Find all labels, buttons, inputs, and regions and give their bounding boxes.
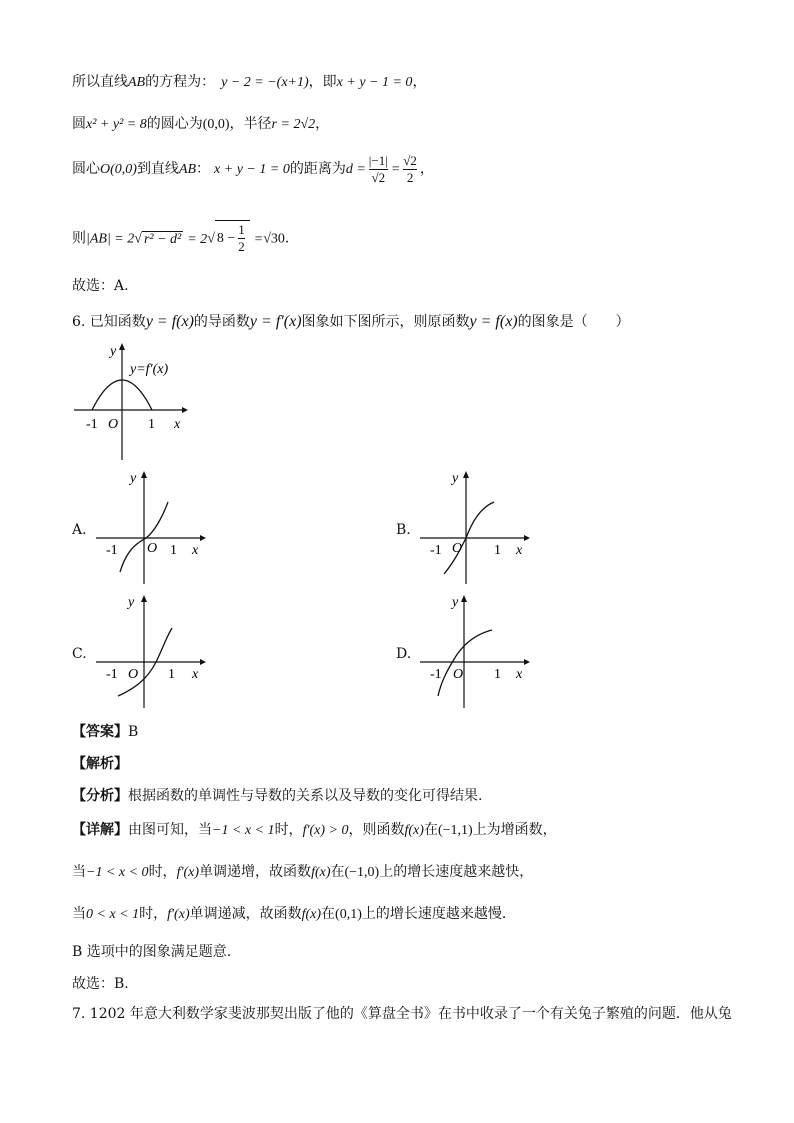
text: 的圆心为 bbox=[146, 116, 203, 132]
text: ， bbox=[412, 74, 427, 90]
center-point: (0,0) bbox=[202, 117, 230, 132]
text: 当 bbox=[72, 906, 86, 922]
y-arrow bbox=[463, 471, 469, 478]
text: 时， bbox=[139, 906, 168, 922]
text: 所以直线 bbox=[72, 74, 128, 90]
interval: (0,1) bbox=[335, 907, 362, 922]
circle-equation: x² + y² = 8 bbox=[86, 117, 147, 132]
x-arrow bbox=[524, 535, 530, 541]
text: ， bbox=[315, 116, 330, 132]
detail-line-1 bbox=[72, 820, 557, 841]
text: 圆心 bbox=[72, 161, 100, 177]
question-7: 7. 1202 年意大利数学家斐波那契出版了他的《算盘全书》在书中收录了一个有关兔子繁殖的问题．他从兔 bbox=[72, 1006, 732, 1022]
detail-line-3 bbox=[72, 904, 506, 925]
origin-label: O bbox=[128, 667, 139, 682]
conclusion: B 选项中的图象满足题意. bbox=[72, 944, 232, 960]
denominator: 2 bbox=[403, 169, 417, 186]
y-arrow bbox=[141, 471, 147, 478]
option-d-graph[interactable] bbox=[416, 590, 532, 710]
origin-label: O bbox=[453, 667, 464, 682]
derivative-condition: f′(x) > 0 bbox=[302, 823, 349, 838]
tick-one: 1 bbox=[494, 543, 501, 558]
x-label: x bbox=[516, 543, 523, 558]
origin-label: O bbox=[108, 417, 119, 432]
text: 在 bbox=[330, 864, 345, 880]
solution-line-3 bbox=[72, 152, 434, 187]
fraction-half bbox=[238, 222, 245, 255]
condition: −1 < x < 0 bbox=[86, 865, 149, 880]
text: 到直线 bbox=[136, 161, 179, 177]
text: 上为增函数， bbox=[472, 822, 557, 838]
point-o: O(0,0) bbox=[100, 162, 137, 177]
numerator: 1 bbox=[238, 222, 245, 238]
detail-tag: 【详解】 bbox=[72, 822, 128, 838]
text: ，即 bbox=[308, 74, 337, 90]
y-arrow bbox=[119, 343, 125, 350]
fraction-2 bbox=[403, 153, 417, 186]
tick-one: 1 bbox=[148, 417, 155, 432]
question-6 bbox=[72, 311, 630, 333]
origin-label: O bbox=[147, 541, 158, 556]
tick-neg-one: -1 bbox=[86, 417, 98, 432]
function: f(x) bbox=[311, 865, 331, 880]
function: y = f(x) bbox=[469, 313, 518, 330]
analysis-summary bbox=[72, 786, 482, 806]
x-label: x bbox=[516, 667, 523, 682]
curve-label: y=f′(x) bbox=[130, 362, 169, 377]
equation: y − 2 = −(x+1) bbox=[221, 75, 309, 90]
equation: x + y − 1 = 0 bbox=[336, 75, 413, 90]
derivative: f′(x) bbox=[167, 907, 190, 922]
text: 单调递减，故函数 bbox=[189, 906, 302, 922]
tick-neg-one: -1 bbox=[106, 543, 118, 558]
numerator: |−1| bbox=[368, 152, 388, 168]
function: f(x) bbox=[404, 823, 424, 838]
radius: r = 2√2 bbox=[271, 117, 316, 132]
tick-one: 1 bbox=[168, 667, 175, 682]
radicand: 8 − bbox=[216, 231, 236, 246]
y-label: y bbox=[130, 471, 137, 486]
fenxi-tag: 【分析】 bbox=[72, 788, 128, 804]
equation: x + y − 1 = 0 bbox=[214, 162, 290, 177]
distance-symbol: d = bbox=[345, 162, 366, 177]
tick-one: 1 bbox=[170, 543, 177, 558]
interval: (−1,0) bbox=[344, 865, 380, 880]
x-arrow bbox=[182, 407, 188, 413]
analysis-tag: 【解析】 bbox=[72, 756, 128, 772]
text: 上的增长速度越来越慢. bbox=[361, 906, 507, 922]
radicand: r² − d² bbox=[143, 231, 182, 247]
text: 的方程为： bbox=[145, 74, 216, 90]
x-arrow bbox=[200, 535, 206, 541]
x-arrow bbox=[524, 659, 530, 665]
derivative: f′(x) bbox=[176, 865, 200, 880]
equals: = bbox=[253, 231, 264, 247]
option-b-graph[interactable] bbox=[416, 466, 532, 586]
chord-length: |AB| = 2 bbox=[86, 231, 135, 247]
text: 图象如下图所示，则原函数 bbox=[301, 314, 470, 330]
text: 的导函数 bbox=[193, 314, 250, 330]
math-ab: AB bbox=[128, 75, 146, 90]
y-label: y bbox=[452, 471, 459, 486]
equals: = 2 bbox=[187, 231, 208, 247]
answer-value: B bbox=[128, 724, 139, 740]
function: y = f(x) bbox=[145, 313, 194, 330]
tick-neg-one: -1 bbox=[106, 667, 118, 682]
result: √30 bbox=[263, 231, 285, 247]
text: 时， bbox=[274, 822, 303, 838]
tick-neg-one: -1 bbox=[430, 543, 442, 558]
function: f(x) bbox=[301, 907, 322, 922]
text: ，半径 bbox=[229, 116, 272, 132]
text: ，则函数 bbox=[348, 822, 405, 838]
math-ab: AB bbox=[178, 162, 197, 177]
text: ： bbox=[196, 161, 211, 177]
option-c-label[interactable]: C. bbox=[72, 646, 87, 662]
text: 在 bbox=[423, 822, 438, 838]
choice-a: 故选：A. bbox=[72, 278, 129, 294]
denominator: √2 bbox=[369, 169, 388, 186]
text: 单调递增，故函数 bbox=[199, 864, 312, 880]
question-number: 6. bbox=[72, 314, 86, 330]
fenxi-text: 根据函数的单调性与导数的关系以及导数的变化可得结果. bbox=[128, 788, 483, 804]
option-c-graph[interactable] bbox=[92, 590, 208, 710]
option-d-label[interactable]: D. bbox=[396, 646, 412, 662]
choice-b: 故选：B. bbox=[72, 976, 129, 992]
denominator: 2 bbox=[238, 239, 245, 255]
derivative-graph bbox=[70, 340, 190, 462]
radical-8 bbox=[215, 220, 250, 257]
y-arrow bbox=[461, 595, 467, 602]
text: 在 bbox=[321, 906, 336, 922]
y-label: y bbox=[110, 344, 117, 359]
x-label: x bbox=[192, 543, 199, 558]
solution-line-4: 则|AB| = 2√ r² − d² = 2√ 8 − $\frac{1}{2}$ =√30． bbox=[72, 220, 299, 258]
condition: −1 < x < 1 bbox=[212, 823, 275, 838]
solution-line-1 bbox=[72, 72, 426, 93]
origin-label: O bbox=[452, 541, 463, 556]
text: 的距离为 bbox=[289, 161, 346, 177]
curve-d bbox=[438, 630, 492, 696]
text: ． bbox=[284, 230, 299, 247]
text: 已知函数 bbox=[89, 314, 146, 330]
y-arrow bbox=[141, 595, 147, 602]
option-a-graph[interactable] bbox=[92, 466, 208, 586]
text: 则 bbox=[72, 230, 86, 247]
answer-tag: 【答案】 bbox=[72, 724, 128, 740]
numerator: √2 bbox=[403, 152, 417, 168]
interval: (−1,1) bbox=[437, 823, 473, 838]
fraction-1 bbox=[369, 153, 388, 186]
text: 圆 bbox=[72, 116, 86, 132]
text: ， bbox=[419, 161, 434, 177]
detail-line-2 bbox=[72, 862, 533, 883]
text: 时， bbox=[148, 864, 177, 880]
derivative: y = f′(x) bbox=[249, 313, 302, 330]
text: 当 bbox=[72, 864, 86, 880]
answer bbox=[72, 722, 138, 742]
x-label: x bbox=[192, 667, 199, 682]
x-arrow bbox=[200, 659, 206, 665]
condition: 0 < x < 1 bbox=[86, 907, 140, 922]
tick-one: 1 bbox=[494, 667, 501, 682]
text: 的图象是（ ） bbox=[517, 314, 630, 330]
option-b-label[interactable]: B. bbox=[396, 522, 411, 538]
equals: = bbox=[390, 162, 401, 177]
tick-neg-one: -1 bbox=[430, 667, 442, 682]
y-label: y bbox=[128, 595, 135, 610]
text: 上的增长速度越来越快， bbox=[379, 864, 534, 880]
option-a-label[interactable]: A. bbox=[72, 522, 87, 538]
x-label: x bbox=[174, 417, 181, 432]
text: 由图可知，当 bbox=[128, 822, 212, 838]
solution-line-2 bbox=[72, 114, 329, 135]
y-label: y bbox=[452, 595, 459, 610]
